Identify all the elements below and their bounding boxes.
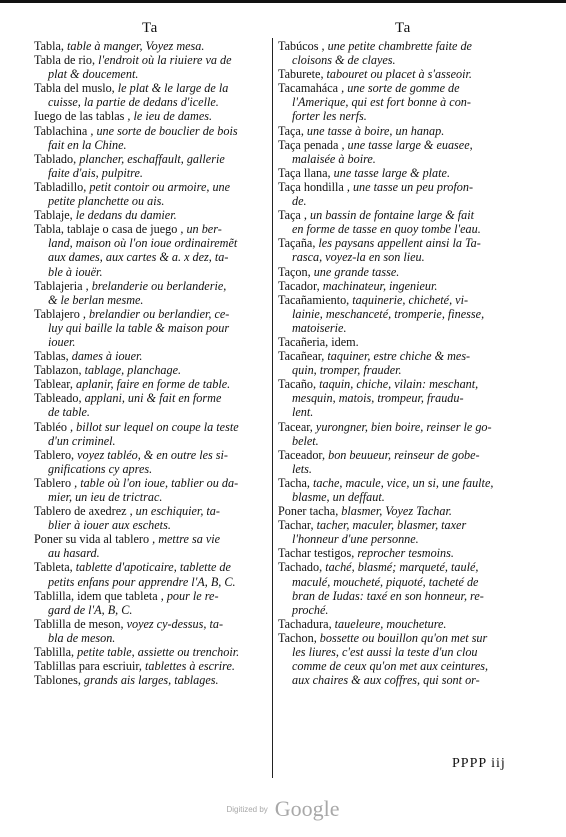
- entry-line: [278, 279, 437, 293]
- headword: Tacha,: [278, 475, 314, 490]
- entry-line: [278, 53, 528, 67]
- definition: rasca, voyez-la en son lieu.: [292, 250, 425, 265]
- entry-line: [34, 420, 239, 434]
- definition: , brelanderie ou berlanderie,: [85, 278, 227, 293]
- definition: , billot sur lequel on coupe la teste: [70, 419, 239, 434]
- left-running-head: Ta: [142, 20, 158, 36]
- dictionary-entry: [278, 265, 528, 279]
- dictionary-entry: [34, 349, 268, 363]
- dictionary-entry: [34, 391, 268, 419]
- entry-line: [278, 518, 466, 532]
- headword: Iuego de las tablas: [34, 109, 128, 124]
- dictionary-entry: [278, 560, 528, 616]
- entry-line: [34, 335, 268, 349]
- dictionary-entry: [278, 67, 528, 81]
- definition: malaisée à boire.: [292, 151, 376, 166]
- entry-line: [34, 546, 268, 560]
- entry-line: [278, 180, 473, 194]
- headword: Tablero,: [34, 447, 78, 462]
- entry-line: [34, 293, 268, 307]
- right-column: [278, 39, 528, 687]
- entry-line: [278, 265, 399, 279]
- entry-line: [278, 673, 528, 687]
- definition: l'Amerique, qui est fort bonne à con-: [292, 95, 471, 110]
- entry-line: [278, 560, 478, 574]
- definition: comme de ceux qu'on met aux ceintures,: [292, 659, 489, 674]
- entry-line: [34, 363, 181, 377]
- headword: Tabla,: [34, 39, 67, 53]
- headword: Tacamaháca: [278, 81, 342, 96]
- headword: Tachadura,: [278, 616, 335, 631]
- top-edge: [0, 0, 566, 3]
- definition: blier à iouer aux eschets.: [48, 518, 171, 533]
- definition: , une tasse large & euasee,: [341, 137, 473, 152]
- headword: Tablajeria: [34, 278, 86, 293]
- column-divider: [272, 38, 273, 778]
- definition: , un ber-: [180, 222, 222, 237]
- headword: Tacaño,: [278, 377, 320, 392]
- dictionary-entry: [34, 504, 268, 532]
- entry-line: [34, 349, 142, 363]
- entry-line: [34, 462, 268, 476]
- headword: Taçaña,: [278, 236, 319, 251]
- definition: yurongner, bien boire, reinser le go-: [315, 419, 492, 434]
- entry-line: [278, 152, 528, 166]
- definition: , mettre sa vie: [152, 532, 221, 547]
- definition: mier, un ieu de trictrac.: [48, 490, 163, 504]
- headword: Tablones,: [34, 673, 84, 688]
- entry-line: [278, 532, 528, 546]
- entry-line: [278, 194, 528, 208]
- definition: cloisons & de clayes.: [292, 53, 396, 68]
- headword: Tacañeria, idem.: [278, 334, 359, 349]
- right-running-head: Ta: [395, 20, 411, 36]
- definition: blasmer, Voyez Tachar.: [341, 504, 452, 519]
- definition: & le berlan mesme.: [48, 292, 144, 307]
- entry-line: [34, 180, 230, 194]
- entry-line: [34, 279, 226, 293]
- definition: blasme, un deffaut.: [292, 490, 385, 504]
- definition: l'endroit où la riuiere va de: [98, 53, 232, 68]
- headword: Tablear,: [34, 377, 76, 392]
- entry-line: [278, 208, 474, 222]
- entry-line: [34, 222, 222, 236]
- entry-line: [34, 659, 235, 673]
- headword: Poner tacha,: [278, 504, 342, 519]
- entry-line: [34, 490, 268, 504]
- dictionary-entry: [34, 279, 268, 307]
- definition: de table.: [48, 405, 90, 420]
- definition: aux dames, aux cartes & a. x dez, ta-: [48, 250, 229, 265]
- entry-line: [34, 250, 268, 264]
- entry-line: [278, 222, 528, 236]
- entry-line: [278, 645, 528, 659]
- headword: Tabúcos: [278, 39, 322, 53]
- entry-line: [278, 293, 468, 307]
- entry-line: [34, 476, 238, 490]
- dictionary-entry: [278, 81, 528, 123]
- headword: Tablachina: [34, 123, 91, 138]
- definition: applani, uni & fait en forme: [84, 391, 222, 406]
- headword: Tabléo: [34, 419, 71, 434]
- entry-line: [278, 335, 359, 349]
- definition: tablettes à escrire.: [145, 659, 235, 674]
- entry-line: [278, 504, 452, 518]
- definition: en forme de tasse en quoy tombe l'eau.: [292, 222, 481, 237]
- definition: l'honneur d'une personne.: [292, 532, 419, 547]
- entry-line: [34, 109, 212, 123]
- dictionary-entry: [34, 420, 268, 448]
- headword: Tablero de axedrez: [34, 504, 130, 519]
- definition: , table où l'on ioue, tablier ou da-: [74, 475, 239, 490]
- headword: Tableta,: [34, 560, 76, 575]
- headword: Tabla, tablaje o casa de juego: [34, 222, 181, 237]
- headword: Tableado,: [34, 391, 85, 406]
- entry-line: [34, 518, 268, 532]
- dictionary-entry: [34, 617, 268, 645]
- headword: Tablilla,: [34, 645, 78, 660]
- dictionary-entry: [278, 124, 528, 138]
- headword: Tabla del muslo,: [34, 81, 118, 96]
- entry-line: [278, 95, 528, 109]
- entry-line: [278, 377, 478, 391]
- headword: Tablilla, idem que tableta: [34, 588, 161, 603]
- definition: aplanir, faire en forme de table.: [75, 377, 231, 392]
- entry-line: [34, 236, 268, 250]
- definition: une grande tasse.: [313, 264, 400, 279]
- definition: tache, macule, vice, un si, une faulte,: [313, 475, 494, 490]
- definition: taueleure, moucheture.: [334, 616, 447, 631]
- definition: tabouret ou placet à s'asseoir.: [326, 67, 472, 82]
- entry-line: [34, 673, 219, 687]
- definition: , le ieu de dames.: [127, 109, 213, 124]
- dictionary-entry: [34, 208, 268, 222]
- definition: proché.: [292, 602, 329, 617]
- definition: petit contoir ou armoire, une: [89, 179, 231, 194]
- dictionary-entry: [278, 448, 528, 476]
- definition: tacher, maculer, blasmer, taxer: [316, 518, 467, 533]
- dictionary-entry: [34, 673, 268, 687]
- dictionary-entry: [278, 279, 528, 293]
- dictionary-entry: [34, 476, 268, 504]
- headword: Taça penada: [278, 137, 342, 152]
- dictionary-entry: [278, 138, 528, 166]
- dictionary-entry: [278, 180, 528, 208]
- definition: plat & doucement.: [48, 67, 139, 82]
- dictionary-entry: [34, 124, 268, 152]
- definition: mesquin, matois, trompeur, fraudu-: [292, 391, 464, 406]
- headword: Tablaje,: [34, 208, 76, 223]
- definition: taquiner, estre chiche & mes-: [327, 349, 471, 364]
- headword: Tacear,: [278, 419, 316, 434]
- dictionary-entry: [278, 617, 528, 631]
- entry-line: [278, 631, 487, 645]
- definition: , un bassin de fontaine large & fait: [303, 208, 475, 223]
- definition: petits enfans pour apprendre l'A, B, C.: [48, 574, 236, 589]
- definition: gard de l'A, B, C.: [48, 602, 133, 617]
- headword: Tablilla de meson,: [34, 616, 127, 631]
- entry-line: [278, 321, 528, 335]
- definition: le dedans du damier.: [75, 208, 177, 223]
- definition: lent.: [292, 405, 314, 420]
- definition: au hasard.: [48, 546, 100, 561]
- definition: reprocher tesmoins.: [357, 546, 454, 561]
- headword: Taburete,: [278, 67, 327, 82]
- entry-line: [278, 81, 460, 95]
- signature-mark: PPPP iij: [452, 756, 506, 771]
- entry-line: [34, 603, 268, 617]
- watermark-prefix: Digitized by: [226, 804, 268, 814]
- definition: tablage, planchage.: [84, 363, 182, 378]
- dictionary-entry: [34, 377, 268, 391]
- entry-line: [34, 321, 268, 335]
- dictionary-entry: [278, 293, 528, 335]
- definition: fait en la Chine.: [48, 137, 127, 152]
- definition: bran de Iudas: taxé en son honneur, re-: [292, 588, 484, 603]
- dictionary-entry: [278, 349, 528, 377]
- entry-line: [34, 448, 228, 462]
- entry-line: [34, 532, 220, 546]
- definition: belet.: [292, 433, 319, 448]
- headword: Tacador,: [278, 278, 323, 293]
- definition: taché, blasmé; marqueté, taulé,: [325, 560, 479, 575]
- entry-line: [34, 589, 219, 603]
- headword: Tachar testigos,: [278, 546, 358, 561]
- entry-line: [278, 391, 528, 405]
- definition: , une sorte de bouclier de bois: [90, 123, 238, 138]
- headword: Tacañear,: [278, 349, 328, 364]
- definition: land, maison où l'on ioue ordinairemẽt: [48, 236, 238, 251]
- entry-line: [34, 617, 223, 631]
- dictionary-entry: [278, 236, 528, 264]
- definition: voyez tabléo, & en outre les si-: [77, 447, 228, 462]
- definition: faite d'ais, pulpitre.: [48, 165, 143, 180]
- definition: les liures, c'est aussi la teste d'un clou: [292, 645, 478, 660]
- entry-line: [34, 391, 221, 405]
- headword: Tablas,: [34, 349, 72, 364]
- dictionary-entry: [34, 363, 268, 377]
- definition: taquin, chiche, vilain: meschant,: [319, 377, 479, 392]
- entry-line: [34, 560, 231, 574]
- entry-line: [34, 645, 239, 659]
- headword: Taceador,: [278, 447, 329, 462]
- definition: plancher, eschaffault, gallerie: [79, 151, 225, 166]
- dictionary-entry: [278, 504, 528, 518]
- definition: le plat & le large de la: [117, 81, 229, 96]
- entry-line: [278, 434, 528, 448]
- definition: machinateur, ingenieur.: [322, 278, 438, 293]
- definition: une tasse large & plate.: [333, 165, 450, 180]
- dictionary-entry: [278, 39, 528, 67]
- dictionary-entry: [34, 532, 268, 560]
- entry-line: [278, 420, 492, 434]
- entry-line: [34, 405, 268, 419]
- headword: Tachado,: [278, 560, 326, 575]
- entry-line: [278, 603, 528, 617]
- definition: lets.: [292, 461, 312, 476]
- left-column: [34, 39, 268, 687]
- entry-line: [34, 81, 228, 95]
- definition: taquinerie, chicheté, vi-: [352, 292, 469, 307]
- definition: table à manger, Voyez mesa.: [67, 39, 205, 53]
- digitized-watermark: [0, 796, 566, 822]
- entry-line: [278, 405, 528, 419]
- definition: aux chaires & aux coffres, qui sont or-: [292, 673, 480, 688]
- definition: bossette ou bouillon qu'on met sur: [319, 630, 488, 645]
- dictionary-entry: [278, 377, 528, 419]
- definition: , une sorte de gomme de: [341, 81, 460, 96]
- entry-line: [278, 307, 528, 321]
- definition: dames à iouer.: [71, 349, 143, 364]
- dictionary-entry: [34, 659, 268, 673]
- entry-line: [278, 490, 528, 504]
- definition: d'un criminel.: [48, 433, 116, 448]
- dictionary-entry: [34, 39, 268, 53]
- definition: petite table, assiette ou trenchoir.: [77, 645, 240, 660]
- dictionary-entry: [278, 518, 528, 546]
- entry-line: [34, 67, 268, 81]
- dictionary-entry: [34, 589, 268, 617]
- headword: Tablado,: [34, 151, 80, 166]
- entry-line: [34, 208, 177, 222]
- entry-line: [278, 575, 528, 589]
- dictionary-entry: [34, 307, 268, 349]
- entry-line: [34, 631, 268, 645]
- definition: lainie, meschanceté, tromperie, finesse,: [292, 306, 485, 321]
- dictionary-entry: [278, 546, 528, 560]
- dictionary-entry: [34, 81, 268, 109]
- definition: cuisse, la partie de dedans d'icelle.: [48, 95, 219, 110]
- entry-line: [34, 53, 232, 67]
- definition: ble à iouër.: [48, 264, 103, 279]
- entry-line: [34, 152, 225, 166]
- entry-line: [278, 617, 446, 631]
- dictionary-entry: [34, 560, 268, 588]
- headword: Taça hondilla: [278, 179, 347, 194]
- headword: Tachon,: [278, 630, 320, 645]
- definition: matoiserie.: [292, 320, 347, 335]
- entry-line: [278, 109, 528, 123]
- definition: une tasse à boire, un hanap.: [306, 123, 445, 138]
- definition: de.: [292, 194, 307, 209]
- definition: , une tasse un peu profon-: [346, 179, 474, 194]
- definition: gnifications cy apres.: [48, 461, 153, 476]
- entry-line: [34, 504, 220, 518]
- dictionary-entry: [34, 152, 268, 180]
- dictionary-entry: [34, 222, 268, 278]
- definition: voyez cy-dessus, ta-: [126, 616, 224, 631]
- headword: Taça: [278, 208, 304, 223]
- watermark-logo: Google: [274, 796, 340, 821]
- entry-line: [278, 589, 528, 603]
- dictionary-entry: [34, 448, 268, 476]
- definition: bla de meson.: [48, 630, 116, 645]
- headword: Taça,: [278, 123, 307, 138]
- definition: , pour le re-: [160, 588, 219, 603]
- definition: maculé, moucheté, piquoté, tacheté de: [292, 574, 479, 589]
- entry-line: [34, 138, 268, 152]
- entry-line: [278, 363, 528, 377]
- entry-line: [278, 67, 472, 81]
- entry-line: [278, 546, 454, 560]
- dictionary-entry: [278, 208, 528, 236]
- dictionary-entry: [278, 420, 528, 448]
- headword: Tachar,: [278, 518, 317, 533]
- dictionary-entry: [278, 631, 528, 687]
- dictionary-entry: [34, 180, 268, 208]
- definition: petite planchette ou ais.: [48, 194, 165, 209]
- definition: les paysans appellent ainsi la Ta-: [318, 236, 481, 251]
- definition: grands ais larges, tablages.: [83, 673, 219, 688]
- entry-line: [278, 39, 472, 53]
- headword: Tabladillo,: [34, 179, 90, 194]
- definition: luy qui baille la table & maison pour: [48, 320, 230, 335]
- definition: forter les nerfs.: [292, 109, 367, 124]
- entry-line: [278, 124, 444, 138]
- entry-line: [34, 265, 268, 279]
- dictionary-entry: [278, 335, 528, 349]
- entry-line: [278, 138, 473, 152]
- entry-line: [278, 349, 470, 363]
- entry-line: [34, 124, 238, 138]
- definition: , brelandier ou berlandier, ce-: [82, 306, 230, 321]
- entry-line: [34, 95, 268, 109]
- definition: , une petite chambrette faite de: [321, 39, 472, 53]
- entry-line: [278, 659, 528, 673]
- headword: Tablazon,: [34, 363, 85, 378]
- headword: Tablajero: [34, 306, 83, 321]
- definition: tablette d'apoticaire, tablette de: [75, 560, 231, 575]
- entry-line: [278, 462, 528, 476]
- entry-line: [34, 307, 229, 321]
- headword: Tacañamiento,: [278, 292, 353, 307]
- headword: Taça llana,: [278, 165, 334, 180]
- entry-line: [34, 377, 230, 391]
- headword: Taçon,: [278, 264, 314, 279]
- headword: Tablillas para escriuir,: [34, 659, 146, 674]
- entry-line: [278, 250, 528, 264]
- entry-line: [278, 236, 481, 250]
- headword: Tablero: [34, 475, 75, 490]
- entry-line: [34, 575, 268, 589]
- entry-line: [34, 39, 204, 53]
- headword: Tabla de rio,: [34, 53, 99, 68]
- dictionary-entry: [34, 109, 268, 123]
- entry-line: [278, 476, 493, 490]
- definition: iouer.: [48, 334, 76, 349]
- headword: Poner su vida al tablero: [34, 532, 153, 547]
- entry-line: [34, 434, 268, 448]
- dictionary-entry: [34, 645, 268, 659]
- dictionary-entry: [278, 166, 528, 180]
- entry-line: [278, 166, 450, 180]
- definition: bon beuueur, reinseur de gobe-: [328, 447, 480, 462]
- dictionary-entry: [34, 53, 268, 81]
- entry-line: [278, 448, 480, 462]
- dictionary-entry: [278, 476, 528, 504]
- entry-line: [34, 166, 268, 180]
- definition: quin, tromper, frauder.: [292, 363, 402, 378]
- entry-line: [34, 194, 268, 208]
- definition: , un eschiquier, ta-: [129, 504, 220, 519]
